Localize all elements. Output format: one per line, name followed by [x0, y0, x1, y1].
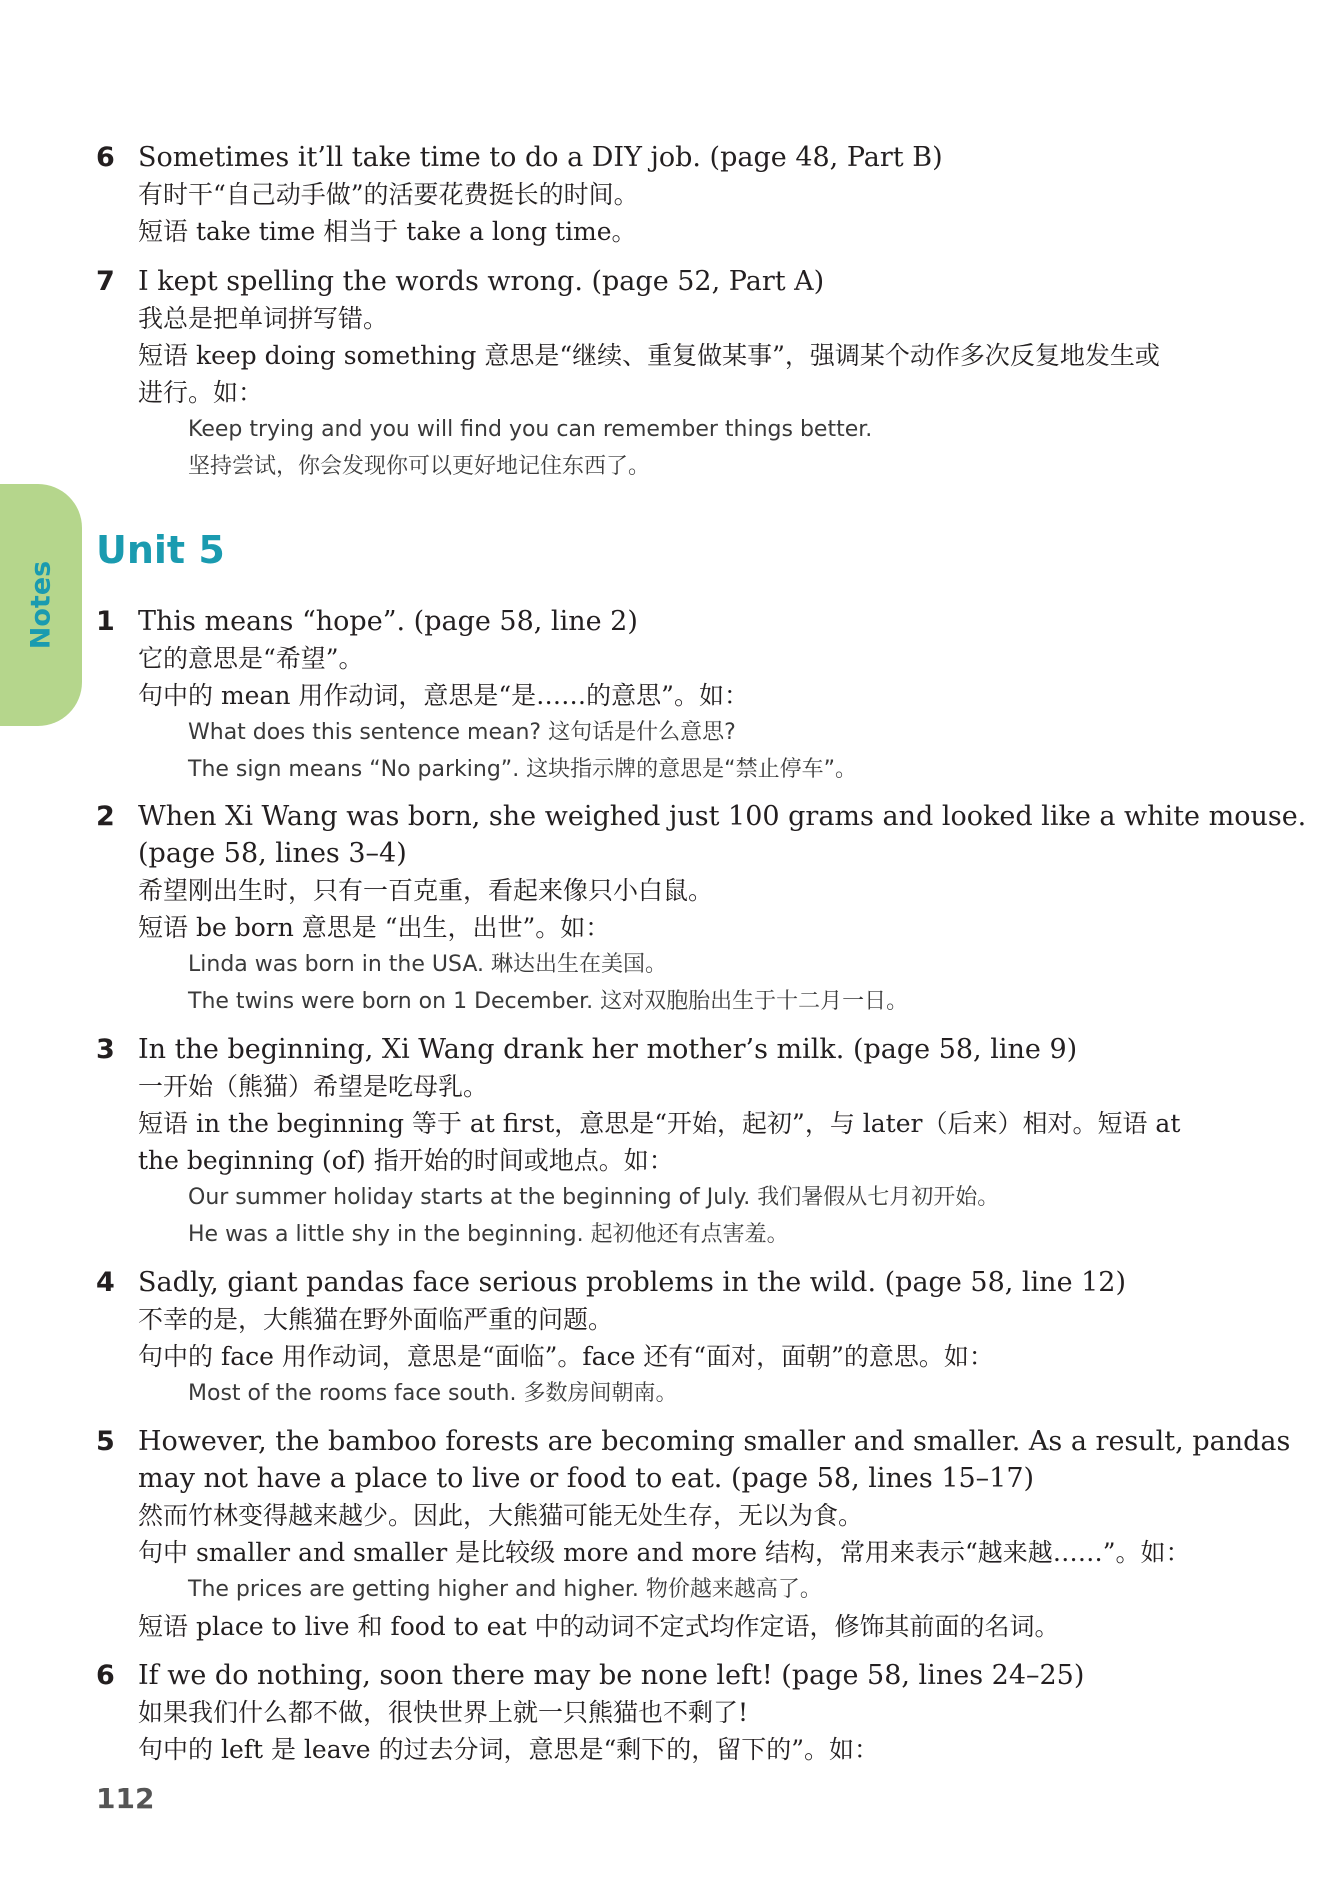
- note-item: [96, 1657, 1266, 1768]
- explanation-line: 然而竹林变得越来越少。因此，大熊猫可能无处生存，无以为食。: [138, 1501, 864, 1530]
- example-line: Our summer holiday starts at the beginning of July. 我们暑假从七月初开始。: [188, 1185, 1000, 1210]
- sentence-line: However, the bamboo forests are becoming smaller and smaller. As a result, pandas: [138, 1426, 1291, 1457]
- note-number: 7: [96, 266, 115, 297]
- explanation-line: 句中的 left 是 leave 的过去分词，意思是“剩下的，留下的”。如：: [138, 1735, 880, 1764]
- notes-tab-label: Notes: [25, 560, 57, 650]
- unit-title: Unit 5: [96, 528, 225, 572]
- explanation-line: 句中的 face 用作动词，意思是“面临”。face 还有“面对，面朝”的意思。如：: [138, 1342, 994, 1371]
- explanation-line: 短语 take time 相当于 take a long time。: [138, 217, 637, 246]
- explanation-line: the beginning (of) 指开始的时间或地点。如：: [138, 1146, 674, 1175]
- sentence-line: This means “hope”. (page 58, line 2): [138, 606, 638, 637]
- explanation-line: 短语 place to live 和 food to eat 中的动词不定式均作定语，修饰其前面的名词。: [138, 1612, 1060, 1641]
- example-line: The twins were born on 1 December. 这对双胞胎出生于十二月一日。: [188, 989, 909, 1014]
- explanation-line: 短语 be born 意思是 “出生，出世”。如：: [138, 913, 611, 942]
- sentence-line: In the beginning, Xi Wang drank her mother’s milk. (page 58, line 9): [138, 1034, 1078, 1065]
- note-item: [96, 1264, 1266, 1412]
- explanation-line: 它的意思是“希望”。: [138, 644, 364, 673]
- explanation-line: 如果我们什么都不做，很快世界上就一只熊猫也不剩了!: [138, 1698, 749, 1727]
- sentence-line: Sometimes it’ll take time to do a DIY job. (page 48, Part B): [138, 142, 943, 173]
- example-line: Most of the rooms face south. 多数房间朝南。: [188, 1381, 678, 1406]
- sentence-line: If we do nothing, soon there may be none left! (page 58, lines 24–25): [138, 1660, 1085, 1691]
- note-number: 5: [96, 1426, 115, 1457]
- explanation-line: 我总是把单词拼写错。: [138, 304, 389, 333]
- explanation-line: 进行。如：: [138, 378, 264, 407]
- note-number: 2: [96, 801, 115, 832]
- note-item: [96, 603, 1266, 788]
- explanation-line: 不幸的是，大熊猫在野外面临严重的问题。: [138, 1305, 614, 1334]
- sentence-line: When Xi Wang was born, she weighed just 100 grams and looked like a white mouse.: [138, 801, 1307, 832]
- notes-side-tab: [0, 484, 82, 726]
- note-item: [96, 263, 1266, 485]
- sentence-line: may not have a place to live or food to eat. (page 58, lines 15–17): [138, 1463, 1035, 1494]
- example-line: Keep trying and you will find you can remember things better.: [188, 417, 873, 442]
- page-number: 112: [96, 1782, 155, 1815]
- explanation-line: 句中的 mean 用作动词，意思是“是……的意思”。如：: [138, 681, 749, 710]
- example-line: The prices are getting higher and higher. 物价越来越高了。: [188, 1577, 822, 1602]
- example-line: He was a little shy in the beginning. 起初他还有点害羞。: [188, 1222, 789, 1247]
- note-item: [96, 798, 1307, 1020]
- example-line: 坚持尝试，你会发现你可以更好地记住东西了。: [188, 454, 651, 479]
- example-line: What does this sentence mean? 这句话是什么意思?: [188, 720, 736, 745]
- note-item: [96, 1423, 1291, 1645]
- sentence-line: Sadly, giant pandas face serious problems in the wild. (page 58, line 12): [138, 1267, 1127, 1298]
- note-item: [96, 1031, 1266, 1253]
- example-line: The sign means “No parking”. 这块指示牌的意思是“禁止停车”。: [188, 757, 857, 782]
- note-number: 6: [96, 142, 115, 173]
- explanation-line: 句中 smaller and smaller 是比较级 more and more 结构，常用来表示“越来越……”。如：: [138, 1538, 1191, 1567]
- explanation-line: 短语 in the beginning 等于 at first，意思是“开始，起初”，与 later（后来）相对。短语 at: [138, 1109, 1181, 1138]
- sentence-line: I kept spelling the words wrong. (page 52, Part A): [138, 266, 825, 297]
- note-number: 6: [96, 1660, 115, 1691]
- example-line: Linda was born in the USA. 琳达出生在美国。: [188, 952, 667, 977]
- explanation-line: 一开始（熊猫）希望是吃母乳。: [138, 1072, 489, 1101]
- sentence-line: (page 58, lines 3–4): [138, 838, 407, 869]
- note-item: [96, 139, 1266, 250]
- note-number: 4: [96, 1267, 115, 1298]
- explanation-line: 有时干“自己动手做”的活要花费挺长的时间。: [138, 180, 639, 209]
- explanation-line: 短语 keep doing something 意思是“继续、重复做某事”，强调某个动作多次反复地发生或: [138, 341, 1160, 370]
- note-number: 3: [96, 1034, 115, 1065]
- note-number: 1: [96, 606, 115, 637]
- explanation-line: 希望刚出生时，只有一百克重，看起来像只小白鼠。: [138, 876, 714, 905]
